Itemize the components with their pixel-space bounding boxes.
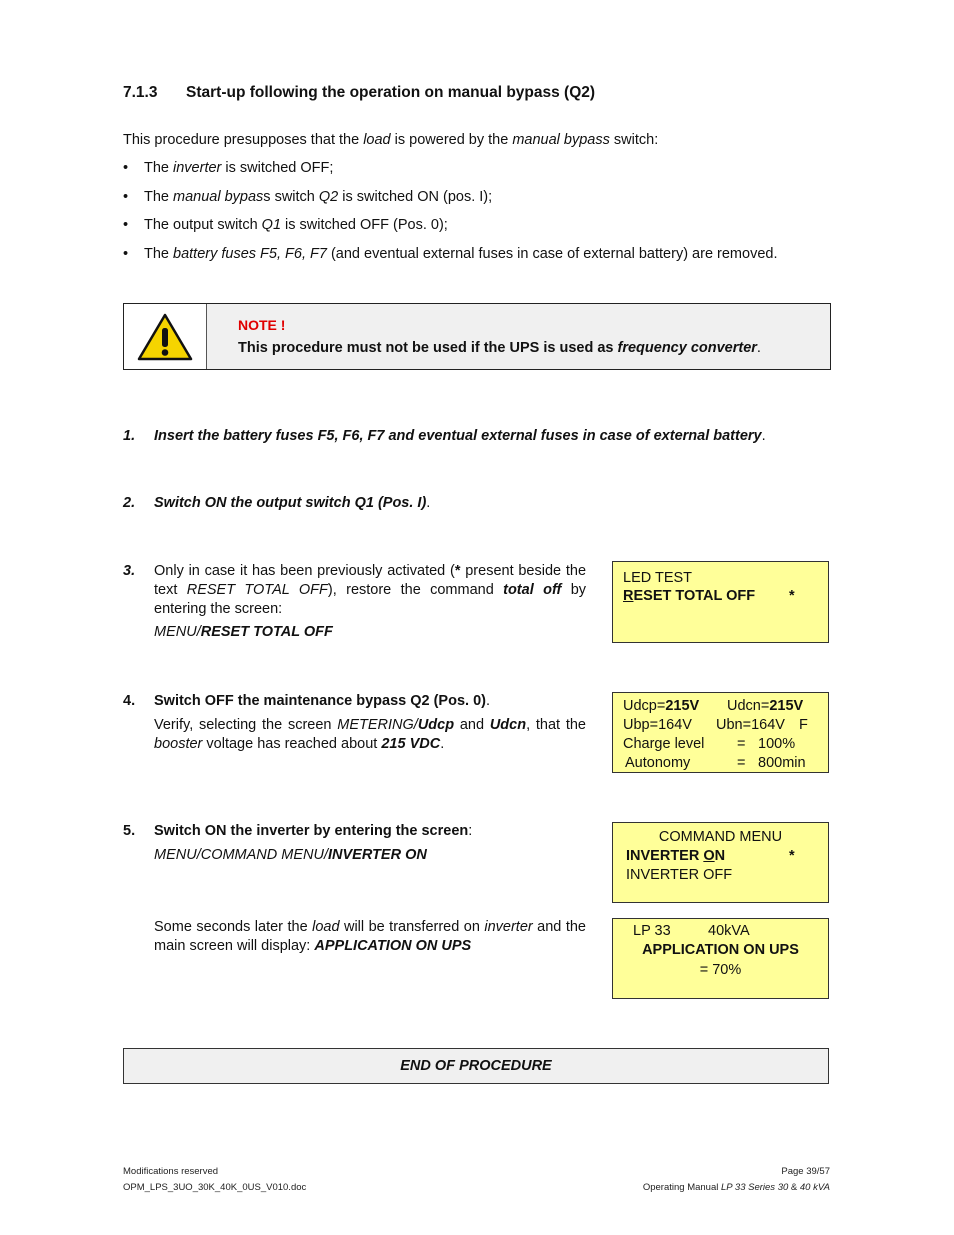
list-item-text: is switched OFF (Pos. 0);: [281, 217, 448, 233]
step-text: Switch ON the output switch Q1 (Pos. I): [154, 495, 427, 511]
step-number: 5.: [123, 823, 136, 839]
step-number: 4.: [123, 693, 136, 709]
step-text-part: total off: [503, 582, 562, 598]
list-item-text: Q2: [318, 189, 339, 205]
intro-text: This procedure presupposes that the: [123, 132, 364, 148]
lcd-line: COMMAND MENU: [658, 829, 783, 845]
step-text-part: APPLICATION ON UPS: [314, 938, 472, 954]
footer-text: 40 kVA: [799, 1182, 830, 1193]
note-title: NOTE !: [238, 317, 286, 333]
menu-path-part: MENU/: [154, 624, 201, 640]
step-text-part: voltage has reached about: [202, 736, 382, 752]
warning-icon: [137, 312, 193, 362]
lcd-line: INVERTER OFF: [626, 867, 733, 883]
lcd-line: [623, 587, 755, 606]
lcd-cursor: R: [623, 588, 634, 604]
step-text-part: by entering the screen:: [154, 582, 587, 617]
intro-text: load: [363, 132, 391, 148]
bullet-icon: •: [123, 189, 129, 205]
end-of-procedure-box: END OF PROCEDURE: [123, 1048, 829, 1084]
lcd-text: N: [714, 848, 726, 864]
lcd-line: [626, 847, 725, 866]
menu-path-part: MENU/COMMAND MENU/: [154, 847, 328, 863]
step-text-part: Verify, selecting the screen: [154, 717, 338, 733]
step-text-part: ), restore the command: [327, 582, 504, 598]
bullet-icon: •: [123, 246, 129, 262]
list-item-text: The: [144, 189, 174, 205]
intro-text: is powered by the: [390, 132, 513, 148]
step-text-part: , that the: [526, 717, 586, 733]
list-item-text: The: [144, 246, 174, 262]
list-item-text: s switch: [263, 189, 319, 205]
lcd-cursor: O: [703, 848, 715, 864]
lcd-screen-main: [612, 918, 829, 999]
lcd-line: =: [737, 736, 746, 752]
step-text-part: Switch ON the inverter by entering the screen: [154, 823, 469, 839]
list-item-text: manual bypas: [173, 189, 264, 205]
step-text-part: RESET TOTAL OFF: [186, 582, 328, 598]
list-item-text: Q1: [261, 217, 282, 233]
menu-path-part: INVERTER ON: [328, 847, 427, 863]
list-item-text: The output switch: [144, 217, 262, 233]
footer-page-number: Page 39/57: [781, 1166, 830, 1177]
step-text-part: METERING/: [337, 717, 418, 733]
step-text-part: 215 VDC: [381, 736, 441, 752]
lcd-line: Autonomy: [625, 755, 691, 771]
lcd-marker: *: [789, 848, 795, 864]
lcd-line: Ubn=164V: [716, 717, 785, 733]
step-text-part: .: [440, 736, 445, 752]
footer-manual-title: [643, 1182, 830, 1193]
lcd-screen-metering: [612, 692, 829, 773]
lcd-value: 215V: [769, 698, 804, 714]
step-text-part: *: [454, 563, 461, 579]
list-item-text: (and eventual external fuses in case of external battery) are removed.: [326, 246, 778, 262]
step-number: 2.: [123, 495, 136, 511]
step-text: .: [426, 495, 431, 511]
bullet-icon: •: [123, 160, 129, 176]
lcd-screen-reset-total-off: [612, 561, 829, 643]
step-text: [154, 562, 586, 619]
section-title: Start-up following the operation on manual bypass (Q2): [186, 84, 596, 101]
note-text: [238, 340, 761, 356]
bullet-icon: •: [123, 217, 129, 233]
step-text-part: and: [454, 717, 490, 733]
lcd-marker: *: [789, 588, 795, 604]
step-text-part: inverter: [484, 919, 533, 935]
lcd-line: [727, 697, 803, 716]
list-item-text: is switched OFF;: [221, 160, 334, 176]
lcd-line: Ubp=164V: [623, 717, 692, 733]
lcd-text: ESET TOTAL OFF: [633, 588, 756, 604]
step-text-part: present beside the text: [154, 563, 587, 598]
step-text: [154, 716, 586, 754]
step-text-part: load: [312, 919, 340, 935]
step-text: .: [761, 428, 766, 444]
lcd-line: LP 33: [633, 923, 671, 939]
menu-path-part: RESET TOTAL OFF: [200, 624, 333, 640]
lcd-text: Udcn=: [727, 698, 770, 714]
lcd-line: 800min: [758, 755, 806, 771]
note-text-part: This procedure must not be used if the UPS is used as: [238, 340, 618, 356]
lcd-screen-command-menu: [612, 822, 829, 903]
note-box: [123, 303, 831, 370]
step-text-part: will be transferred on: [339, 919, 485, 935]
lcd-line: =: [737, 755, 746, 771]
step-heading: [154, 692, 586, 711]
step-number: 3.: [123, 563, 136, 579]
list-item-text: battery fuses F5, F6, F7: [173, 246, 327, 262]
lcd-line: Charge level: [623, 736, 705, 752]
list-item-text: inverter: [173, 160, 222, 176]
step-text-part: Udcp: [417, 717, 455, 733]
lcd-line: F: [799, 717, 808, 733]
lcd-value: 215V: [665, 698, 700, 714]
list-item-text: The: [144, 160, 174, 176]
step-text-part: Some seconds later the: [154, 919, 313, 935]
footer-left-line2: OPM_LPS_3UO_30K_40K_0US_V010.doc: [123, 1182, 307, 1193]
step-text-part: booster: [154, 736, 203, 752]
step-text-part: Udcn: [489, 717, 527, 733]
step-text-part: Switch OFF the maintenance bypass Q2 (Pos. 0): [154, 693, 486, 709]
step-text: [154, 918, 586, 956]
note-text-part: .: [756, 340, 761, 356]
intro-text: manual bypass: [512, 132, 610, 148]
lcd-line: APPLICATION ON UPS: [642, 942, 799, 958]
step-text-part: .: [485, 693, 491, 709]
warning-icon-cell: [124, 304, 207, 369]
section-number: 7.1.3: [123, 84, 158, 101]
intro-text: switch:: [609, 132, 659, 148]
lcd-text: INVERTER: [626, 848, 704, 864]
lcd-line: = 70%: [699, 962, 742, 978]
lcd-line: 40kVA: [708, 923, 750, 939]
footer-text: Operating Manual: [642, 1182, 722, 1193]
step-text-part: Only in case it has been previously activated (: [154, 563, 455, 579]
note-text-part: frequency converter: [617, 340, 757, 356]
footer-text: LP 33 Series 30: [721, 1182, 789, 1193]
section-heading: [123, 84, 595, 102]
menu-path: [154, 623, 586, 642]
menu-path: [154, 846, 586, 865]
intro-paragraph: [123, 131, 658, 150]
lcd-line: [623, 697, 699, 716]
step-text-part: and the main screen will display:: [154, 919, 586, 954]
list-item-text: is switched ON (pos. I);: [338, 189, 493, 205]
step-heading: [154, 822, 586, 841]
lcd-line: 100%: [758, 736, 796, 752]
step-number: 1.: [123, 428, 136, 444]
step-text: Insert the battery fuses F5, F6, F7 and eventual external fuses in case of external battery: [154, 428, 762, 444]
step-text-part: :: [468, 823, 473, 839]
footer-left-line1: Modifications reserved: [123, 1166, 219, 1177]
lcd-text: Udcp=: [623, 698, 666, 714]
lcd-line: LED TEST: [623, 570, 693, 586]
footer-text: &: [788, 1182, 800, 1193]
